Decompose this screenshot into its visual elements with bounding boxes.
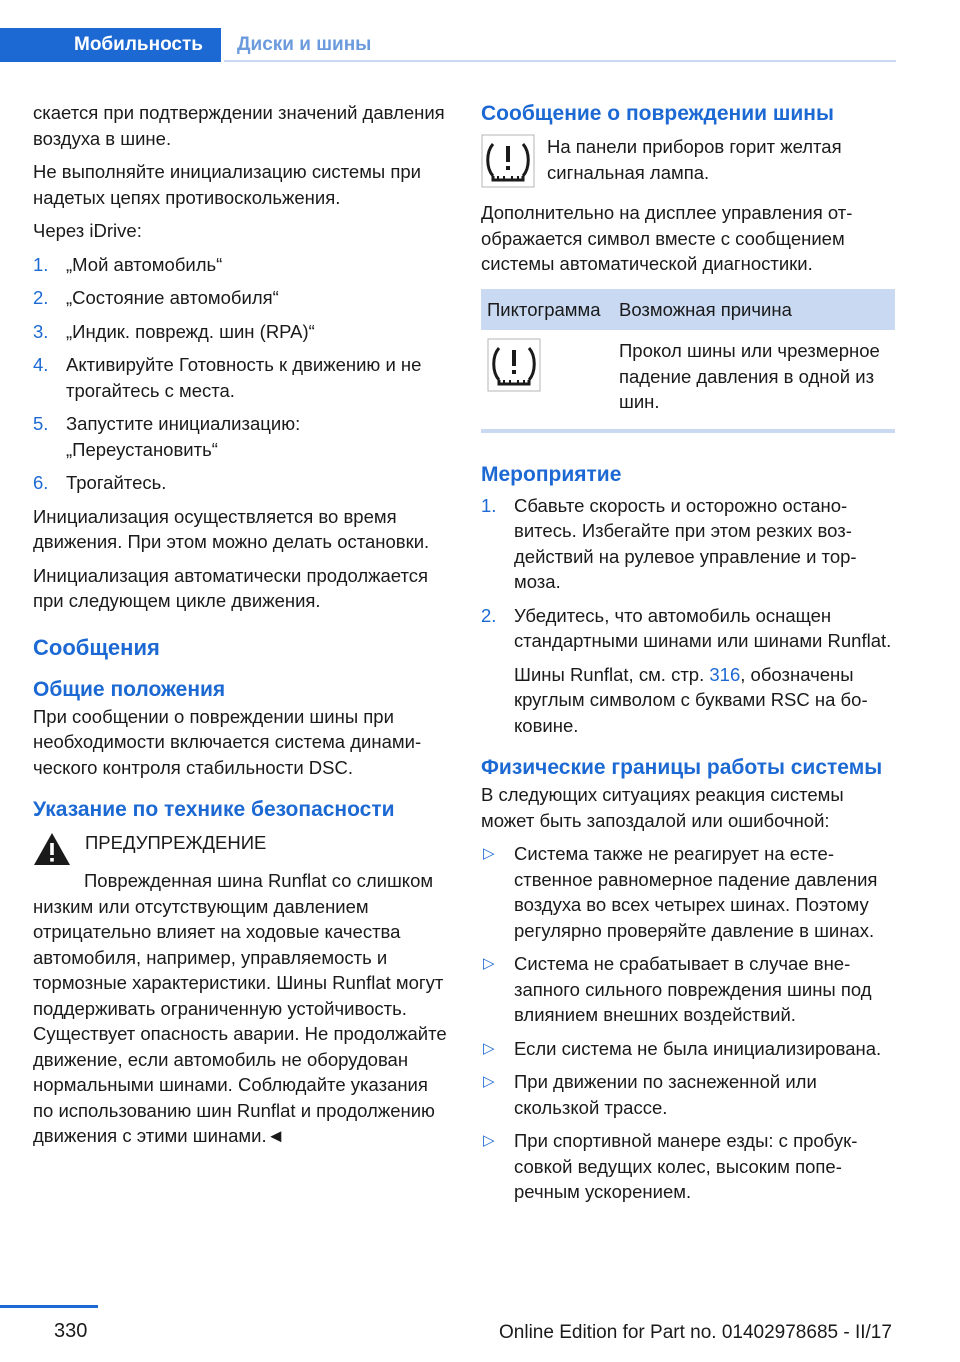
heading-action: Мероприятие	[481, 462, 622, 486]
heading-general: Общие положения	[33, 677, 226, 701]
step-text: „Индик. поврежд. шин (RPA)“	[66, 320, 315, 342]
step-text: Активируйте Готовность к движению и не трогайтесь с места.	[66, 354, 422, 401]
tab-mobility[interactable]: Мобильность	[0, 28, 221, 62]
header-tabs	[0, 28, 387, 62]
paragraph: Инициализация осуществляется во время движения. При этом можно делать остановки.	[33, 505, 430, 552]
tire-pressure-warning-icon	[487, 338, 541, 392]
pictogram-table	[481, 289, 895, 433]
paragraph: В следующих ситуациях реакция системы может быть запоздалой или ошибочной:	[481, 784, 844, 831]
step-text: Запустите инициализацию: „Переустановить“	[66, 413, 301, 460]
paragraph: Дополнительно на дисплее управления отображается символ вместе с сообщением системы автоматической диагностики.	[481, 202, 853, 274]
heading-messages: Сообщения	[33, 634, 160, 660]
page-number: 330	[54, 1320, 88, 1342]
warning-triangle-icon	[33, 832, 71, 866]
list-item-text: Система также не реагирует на естественное равномерное падение давления воздуха во всех четырех шинах. Поэтому регулярно проверяйте давление в шинах.	[514, 843, 878, 941]
step-number: 1.	[33, 253, 49, 275]
table-cell-pictogram	[481, 330, 613, 431]
paragraph: скается при подтверждении значений давления воздуха в шине.	[33, 102, 445, 149]
step-item	[33, 411, 448, 462]
list-item-text: Если система не была инициализирована.	[514, 1037, 882, 1059]
action-steps	[481, 493, 895, 739]
step-item	[33, 285, 448, 311]
header-rule	[224, 60, 896, 62]
right-column	[481, 100, 895, 1213]
bullet-triangle-icon: ▷	[483, 845, 495, 862]
bullet-triangle-icon: ▷	[483, 955, 495, 972]
note-text: Шины Runflat, см. стр.	[514, 663, 710, 685]
step-item	[481, 603, 895, 739]
heading-limits: Физические границы работы системы	[481, 756, 883, 779]
step-number: 1.	[481, 494, 497, 516]
step-text: Трогайтесь.	[66, 472, 167, 493]
table-header-cell: Возможная причина	[613, 289, 895, 331]
warning-title: ПРЕДУПРЕЖДЕНИЕ	[85, 832, 267, 853]
list-item	[481, 1069, 895, 1120]
lamp-text: На панели приборов горит желтая сигнальная лампа.	[547, 136, 842, 183]
bullet-triangle-icon: ▷	[483, 1039, 495, 1057]
list-item	[481, 951, 895, 1028]
step-number: 2.	[33, 287, 49, 308]
paragraph: Не выполняйте инициализацию системы при надетых цепях противоскольжения.	[33, 161, 422, 208]
heading-safety: Указание по технике безопасности	[33, 798, 395, 821]
step-item	[481, 493, 895, 595]
list-item-text: Система не срабатывает в случае внезапного сильного повреждения шины под влиянием внешних воздействий.	[514, 953, 872, 1025]
edition-note: Online Edition for Part no. 01402978685 - II/17	[499, 1322, 892, 1343]
step-number: 6.	[33, 472, 49, 493]
step-text: Сбавьте скорость и осторожно остановитесь. Избегайте при этом резких воздействий на рулевое управление и тормоза.	[514, 494, 857, 592]
step-item	[33, 319, 448, 345]
paragraph: При сообщении о повреждении шины при необходимости включается система динамического контроля стабильности DSC.	[33, 705, 422, 778]
warning-text: Поврежденная шина Runflat со слишком низким или отсутствующим давлением отрицательно влияет на ходовые качества автомобиля, например, управляемость и тормозные характеристики. Шины Runflat могут поддерживать ограниченную устойчивость. Существует опасность аварии. Не продолжайте движение, если автомобиль не оборудован нормальными шинами. Соблюдайте указания по использованию шин Runflat и продолжению движения с этими шинами.◄	[33, 870, 447, 1146]
step-item	[33, 252, 448, 278]
paragraph: Инициализация автоматически продолжается при следующем цикле движения.	[33, 564, 429, 611]
list-item	[481, 1128, 895, 1205]
table-header-row	[481, 289, 895, 331]
table-cell-cause: Прокол шины или чрезмерное падение давления в одной из шин.	[619, 340, 880, 412]
list-item	[481, 841, 895, 943]
left-column	[33, 100, 448, 1157]
step-number: 3.	[33, 320, 49, 342]
table-row	[481, 330, 895, 431]
table-header-cell: Пиктограмма	[481, 289, 613, 331]
list-item-text: При движении по заснеженной или скользкой трассе.	[514, 1071, 817, 1118]
heading-tire-damage: Сообщение о повреждении шины	[481, 102, 834, 125]
step-text: „Состояние автомобиля“	[66, 287, 279, 308]
idrive-steps	[33, 252, 448, 496]
runflat-note	[514, 662, 895, 739]
step-text: „Мой автомобиль“	[66, 253, 223, 275]
tab-wheels-tires[interactable]: Диски и шины	[221, 28, 387, 62]
step-number: 2.	[481, 604, 497, 626]
page-link[interactable]: 316	[709, 663, 741, 685]
lamp-block	[481, 134, 895, 188]
bullet-triangle-icon: ▷	[483, 1132, 495, 1149]
tire-pressure-warning-icon	[481, 134, 535, 188]
paragraph: Через iDrive:	[33, 220, 142, 241]
note-text: , обозначены круглым символом с буквами RSC на боковине.	[514, 663, 868, 736]
step-number: 5.	[33, 413, 49, 434]
limits-list	[481, 841, 895, 1205]
step-text: Убедитесь, что автомобиль оснащен стандартными шинами или шинами Runflat.	[514, 604, 892, 651]
list-item-text: При спортивной манере езды: с пробуксовкой ведущих колес, высоким поперечным ускорением.	[514, 1130, 858, 1202]
bullet-triangle-icon: ▷	[483, 1073, 495, 1090]
footer-rule	[0, 1305, 98, 1308]
step-number: 4.	[33, 354, 49, 375]
step-item	[33, 470, 448, 496]
step-item	[33, 352, 448, 403]
list-item	[481, 1036, 895, 1062]
warning-block	[33, 830, 448, 866]
